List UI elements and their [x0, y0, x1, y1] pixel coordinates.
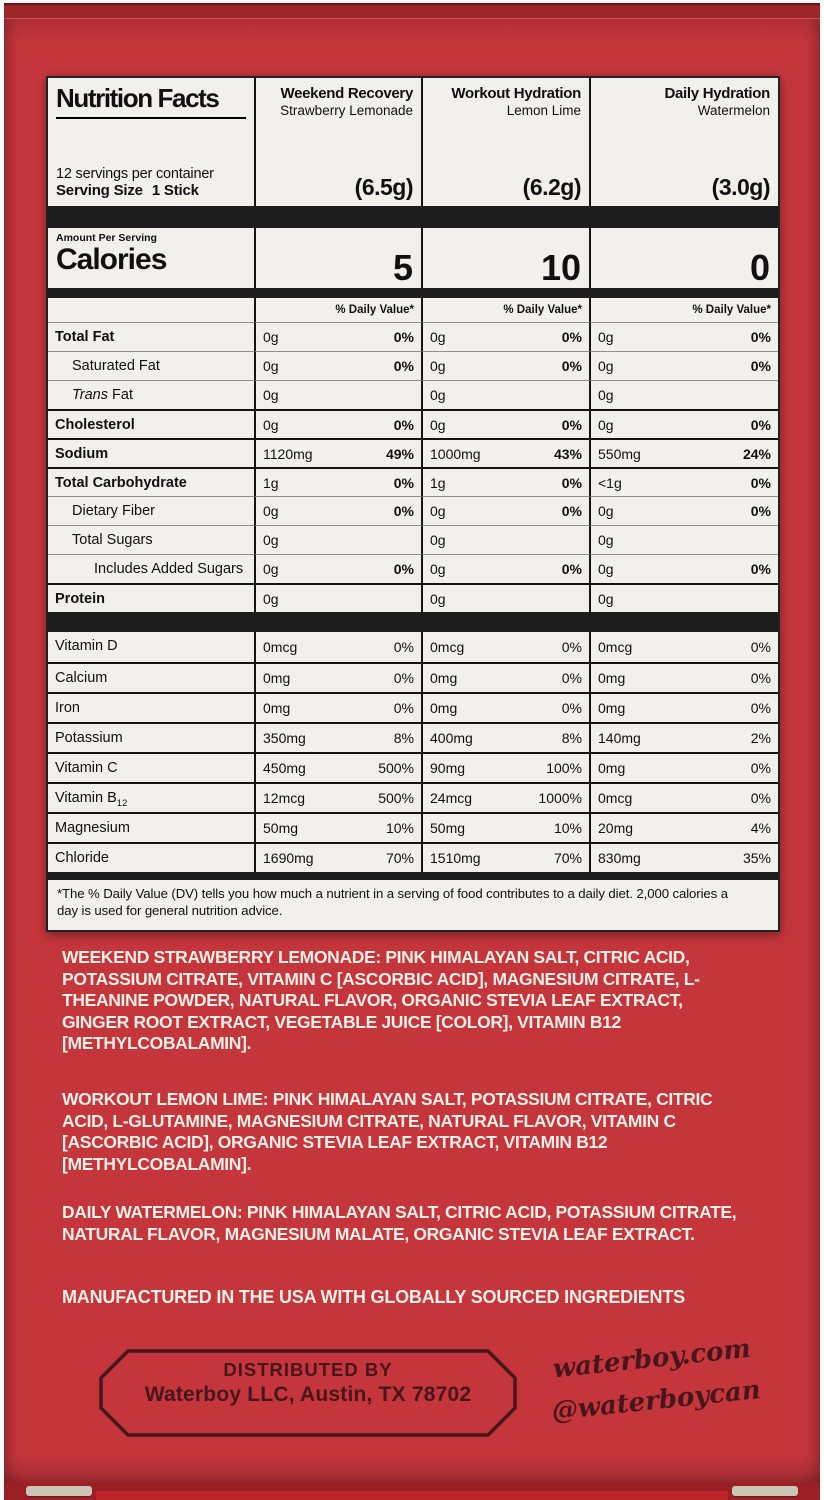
nutrient-value-cell-daily [589, 351, 778, 380]
nutrient-value-cell-daily [589, 722, 778, 752]
amount-value: 550mg [598, 445, 641, 462]
amount-value: 20mg [598, 819, 634, 836]
daily-value-percent: 0% [750, 561, 771, 577]
amount-value: 0mg [598, 759, 626, 776]
amount-value: 0mcg [430, 638, 465, 655]
nutrient-value-cell-weekend [254, 782, 421, 812]
daily-value-percent: 49% [385, 445, 414, 462]
nutrient-label: Iron [55, 700, 80, 716]
daily-value-percent: 0% [750, 669, 771, 686]
nutrient-value-cell-workout [421, 812, 589, 842]
nutrient-value-cell-weekend [254, 496, 421, 525]
daily-value-percent: 0% [393, 699, 414, 716]
calories-label: Calories [56, 243, 167, 276]
daily-value-percent: 10% [385, 819, 414, 836]
nutrient-label-cell [48, 692, 254, 722]
daily-value-percent: 10% [553, 819, 582, 836]
nutrient-value-cell-weekend [254, 322, 421, 351]
nutrient-value-cell-daily [589, 380, 778, 409]
ingredients-text: PINK HIMALAYAN SALT, POTASSIUM CITRATE, CITRIC ACID, L-GLUTAMINE, MAGNESIUM CITRATE, NATURAL FLAVOR, VITAMIN C [ASCORBIC ACID], ORGANIC STEVIA LEAF EXTRACT, VITAMIN B12 [METHYLCOBALAMIN]. [62, 1089, 713, 1174]
amount-value: 0g [263, 358, 279, 374]
nutrient-label-subscript: 12 [116, 797, 128, 809]
daily-value-percent: 8% [561, 729, 582, 746]
amount-value: 0g [598, 561, 614, 577]
daily-value-percent: 0% [750, 789, 771, 806]
amount-value: 0g [430, 358, 446, 374]
flavor-name: Workout Hydration [451, 85, 581, 102]
nutrient-label: Vitamin D [55, 638, 118, 654]
daily-value-percent: 0% [750, 329, 771, 345]
nutrient-value-cell-workout [421, 722, 589, 752]
nutrient-label-italic: Trans [72, 387, 108, 403]
flavor-weight: (3.0g) [711, 174, 770, 200]
website-text: waterboy.com [551, 1333, 753, 1385]
nutrient-value-cell-workout [421, 525, 589, 554]
divider-bar [48, 612, 778, 632]
nutrient-value-cell-daily [589, 632, 778, 662]
nutrient-value-cell-daily [589, 842, 778, 872]
nutrient-label-cell [48, 351, 254, 380]
amount-value: 0g [598, 503, 614, 519]
box-flap-notch-left [26, 1486, 92, 1496]
daily-value-header: % Daily Value* [589, 298, 778, 322]
amount-value: 0g [263, 590, 279, 607]
distributor-address: Waterboy LLC, Austin, TX 78702 [144, 1383, 472, 1406]
daily-value-percent: 0% [561, 638, 582, 655]
nutrient-value-cell-weekend [254, 692, 421, 722]
distributor-stamp [96, 1346, 520, 1440]
amount-value: 0mg [430, 669, 458, 686]
nutrient-value-cell-daily [589, 496, 778, 525]
nutrient-label: Dietary Fiber [72, 503, 155, 519]
nutrient-label-cell [48, 583, 254, 612]
amount-value: 0g [598, 329, 614, 345]
flavor-subname: Watermelon [697, 103, 770, 118]
ingredients-heading: DAILY WATERMELON: [62, 1202, 243, 1222]
nutrient-value-cell-weekend [254, 752, 421, 782]
calories-value-daily: 0 [589, 228, 778, 288]
amount-value: 0mg [263, 699, 291, 716]
nutrient-label-cell [48, 782, 254, 812]
divider-bar [48, 288, 778, 298]
nutrient-label-cell [48, 438, 254, 467]
nutrient-label-cell [48, 554, 254, 583]
ingredients-weekend [62, 947, 746, 1055]
nutrient-value-cell-workout [421, 438, 589, 467]
amount-value: 1120mg [263, 445, 313, 462]
nutrient-value-cell-workout [421, 380, 589, 409]
nutrient-label-cell [48, 632, 254, 662]
nutrient-value-cell-weekend [254, 632, 421, 662]
amount-value: 0g [598, 590, 614, 607]
amount-value: 0mcg [598, 789, 633, 806]
nutrient-value-cell-workout [421, 322, 589, 351]
amount-value: 1510mg [430, 849, 481, 866]
serving-size-label: Serving Size [56, 182, 143, 199]
social-handle-text: @waterboycan [550, 1375, 763, 1427]
daily-value-percent: 0% [561, 416, 582, 433]
ingredients-daily [62, 1202, 746, 1245]
nutrient-label-cell [48, 525, 254, 554]
nutrient-value-cell-daily [589, 525, 778, 554]
daily-value-percent: 0% [393, 669, 414, 686]
amount-value: 0g [430, 387, 446, 403]
nutrient-value-cell-workout [421, 662, 589, 692]
nutrient-value-cell-daily [589, 409, 778, 438]
daily-value-percent: 0% [561, 503, 582, 519]
daily-value-percent: 0% [393, 329, 414, 345]
flavor-weight: (6.2g) [522, 174, 581, 200]
calories-value-workout: 10 [421, 228, 589, 288]
daily-value-percent: 0% [561, 474, 582, 491]
flavor-subname: Lemon Lime [506, 103, 581, 118]
nutrient-label: Magnesium [55, 820, 130, 836]
amount-value: 12mcg [263, 789, 306, 806]
daily-value-percent: 0% [393, 416, 414, 433]
nutrient-value-cell-weekend [254, 438, 421, 467]
nutrient-label-cell [48, 812, 254, 842]
serving-size-line [56, 182, 246, 199]
daily-value-percent: 0% [750, 699, 771, 716]
amount-value: 0g [263, 416, 279, 433]
flavor-name: Daily Hydration [664, 85, 770, 102]
nutrient-value-cell-weekend [254, 467, 421, 496]
nutrient-label-cell [48, 322, 254, 351]
daily-value-percent: 0% [561, 561, 582, 577]
daily-value-percent: 0% [750, 638, 771, 655]
amount-value: 0mg [263, 669, 291, 686]
nutrient-value-cell-weekend [254, 812, 421, 842]
daily-value-percent: 4% [750, 819, 771, 836]
nutrient-label: Includes Added Sugars [94, 561, 244, 577]
daily-value-percent: 0% [393, 474, 414, 491]
nutrient-label: Calcium [55, 670, 108, 686]
nutrient-label-cell [48, 409, 254, 438]
amount-value: 0g [430, 532, 446, 548]
nutrient-value-cell-workout [421, 467, 589, 496]
amount-value: 0g [263, 387, 279, 403]
ingredients-text: PINK HIMALAYAN SALT, CITRIC ACID, POTASSIUM CITRATE, NATURAL FLAVOR, MAGNESIUM MALATE, ORGANIC STEVIA LEAF EXTRACT. [62, 1202, 737, 1244]
daily-value-percent: 0% [750, 503, 771, 519]
daily-value-percent: 0% [750, 474, 771, 491]
nutrient-label: Fat [108, 387, 133, 403]
amount-value: 0g [430, 590, 446, 607]
nutrient-value-cell-daily [589, 662, 778, 692]
nutrient-value-cell-weekend [254, 554, 421, 583]
nutrient-value-cell-weekend [254, 409, 421, 438]
nutrient-value-cell-daily [589, 322, 778, 351]
amount-value: 90mg [430, 759, 466, 776]
nutrient-label: Total Fat [55, 329, 115, 345]
nutrient-value-cell-workout [421, 782, 589, 812]
daily-value-footnote: *The % Daily Value (DV) tells you how much a nutrient in a serving of food contributes to a daily diet. 2,000 calories a day is used for general nutrition advice. [57, 886, 728, 919]
nutrient-value-cell-daily [589, 467, 778, 496]
nutrient-label-cell [48, 842, 254, 872]
manufactured-line: MANUFACTURED IN THE USA WITH GLOBALLY SOURCED INGREDIENTS [62, 1287, 685, 1307]
daily-value-percent: 70% [553, 849, 582, 866]
daily-value-percent: 0% [561, 329, 582, 345]
amount-value: 0g [430, 416, 446, 433]
nutrient-label-cell [48, 722, 254, 752]
nutrient-value-cell-daily [589, 438, 778, 467]
daily-value-percent: 500% [378, 759, 414, 776]
nutrient-label: Vitamin B [55, 790, 117, 806]
amount-value: 0g [598, 416, 614, 433]
daily-value-percent: 100% [546, 759, 582, 776]
daily-value-percent: 0% [750, 416, 771, 433]
amount-value: 50mg [430, 819, 466, 836]
nutrient-value-cell-weekend [254, 722, 421, 752]
amount-value: 0g [263, 532, 279, 548]
amount-value: <1g [598, 474, 622, 491]
ingredients-text: PINK HIMALAYAN SALT, CITRIC ACID, POTASSIUM CITRATE, VITAMIN C [ASCORBIC ACID], MAGNESIUM CITRATE, L-THEANINE POWDER, NATURAL FLAVOR, ORGANIC STEVIA LEAF EXTRACT, GINGER ROOT EXTRACT, VEGETABLE JUICE [COLOR], VITAMIN B12 [METHYLCOBALAMIN]. [62, 947, 700, 1053]
nutrient-label-cell [48, 467, 254, 496]
amount-value: 1g [263, 474, 279, 491]
daily-value-percent: 0% [561, 669, 582, 686]
nutrient-value-cell-workout [421, 409, 589, 438]
amount-value: 0g [598, 387, 614, 403]
amount-value: 0g [263, 503, 279, 519]
nutrient-label: Chloride [55, 850, 109, 866]
amount-value: 0g [430, 503, 446, 519]
amount-value: 24mcg [430, 789, 473, 806]
daily-value-percent: 0% [561, 358, 582, 374]
amount-value: 0mcg [263, 638, 298, 655]
calories-label-cell [48, 228, 254, 288]
nutrient-value-cell-workout [421, 752, 589, 782]
nutrient-label: Protein [55, 591, 105, 607]
nutrient-value-cell-daily [589, 554, 778, 583]
amount-value: 0g [430, 329, 446, 345]
nutrition-facts-title: Nutrition Facts [56, 85, 246, 119]
daily-value-percent: 0% [750, 759, 771, 776]
flavor-header-workout [421, 78, 589, 206]
nutrient-value-cell-workout [421, 351, 589, 380]
daily-value-header: % Daily Value* [421, 298, 589, 322]
divider-bar [48, 206, 778, 228]
servings-per-container: 12 servings per container [56, 166, 214, 182]
nutrient-value-cell-weekend [254, 583, 421, 612]
daily-value-header: % Daily Value* [254, 298, 421, 322]
daily-value-percent: 35% [742, 849, 771, 866]
ingredients-heading: WORKOUT LEMON LIME: [62, 1089, 269, 1109]
nutrient-label-cell [48, 380, 254, 409]
nutrient-value-cell-weekend [254, 842, 421, 872]
nutrient-value-cell-daily [589, 583, 778, 612]
amount-value: 450mg [263, 759, 306, 776]
amount-value: 140mg [598, 729, 641, 746]
amount-value: 400mg [430, 729, 473, 746]
amount-value: 830mg [598, 849, 641, 866]
nutrient-value-cell-workout [421, 554, 589, 583]
box-top-edge [4, 3, 820, 19]
nutrient-value-cell-daily [589, 692, 778, 722]
amount-per-serving-label: Amount Per Serving [56, 232, 157, 244]
nutrient-label: Total Sugars [72, 532, 153, 548]
box-bottom-strip [96, 1491, 728, 1500]
nutrient-label: Potassium [55, 730, 123, 746]
daily-value-percent: 500% [378, 789, 414, 806]
nutrient-value-cell-daily [589, 752, 778, 782]
daily-value-percent: 0% [750, 358, 771, 374]
ingredients-heading: WEEKEND STRAWBERRY LEMONADE: [62, 947, 381, 967]
daily-value-percent: 0% [561, 699, 582, 716]
amount-value: 0g [430, 561, 446, 577]
nutrient-label: Sodium [55, 446, 109, 462]
daily-value-header-empty [48, 298, 254, 322]
ingredients-workout [62, 1089, 746, 1175]
nutrition-panel [46, 76, 780, 932]
flavor-name: Weekend Recovery [280, 85, 413, 102]
nutrient-label: Cholesterol [55, 417, 135, 433]
flavor-header-weekend [254, 78, 421, 206]
nutrient-value-cell-weekend [254, 525, 421, 554]
nutrient-value-cell-weekend [254, 380, 421, 409]
daily-value-percent: 24% [742, 445, 771, 462]
flavor-header-daily [589, 78, 778, 206]
amount-value: 0mg [598, 699, 626, 716]
nutrient-value-cell-workout [421, 692, 589, 722]
amount-value: 1000mg [430, 445, 481, 462]
nutrient-value-cell-weekend [254, 351, 421, 380]
amount-value: 350mg [263, 729, 306, 746]
nutrient-value-cell-weekend [254, 662, 421, 692]
nutrient-label: Saturated Fat [72, 358, 160, 374]
amount-value: 1690mg [263, 849, 314, 866]
amount-value: 0g [598, 532, 614, 548]
nutrient-label: Vitamin C [55, 760, 118, 776]
amount-value: 0g [598, 358, 614, 374]
amount-value: 0mcg [598, 638, 633, 655]
nutrient-value-cell-workout [421, 632, 589, 662]
flavor-subname: Strawberry Lemonade [280, 103, 413, 118]
daily-value-percent: 1000% [538, 789, 582, 806]
amount-value: 0mg [430, 699, 458, 716]
daily-value-percent: 0% [393, 503, 414, 519]
amount-value: 0g [263, 329, 279, 345]
box-flap-notch-right [732, 1486, 798, 1496]
nutrient-label-cell [48, 662, 254, 692]
daily-value-percent: 43% [553, 445, 582, 462]
amount-value: 50mg [263, 819, 299, 836]
panel-header-cell [48, 78, 254, 206]
daily-value-percent: 8% [393, 729, 414, 746]
nutrient-value-cell-workout [421, 842, 589, 872]
nutrient-label-cell [48, 752, 254, 782]
serving-size-value: 1 Stick [151, 182, 199, 199]
nutrient-value-cell-workout [421, 496, 589, 525]
nutrient-value-cell-daily [589, 812, 778, 842]
amount-value: 1g [430, 474, 446, 491]
daily-value-percent: 0% [393, 638, 414, 655]
calories-value-weekend: 5 [254, 228, 421, 288]
nutrient-label-cell [48, 496, 254, 525]
daily-value-percent: 0% [393, 358, 414, 374]
flavor-weight: (6.5g) [354, 174, 413, 200]
nutrient-value-cell-workout [421, 583, 589, 612]
nutrient-label: Total Carbohydrate [55, 475, 187, 491]
amount-value: 0mg [598, 669, 626, 686]
daily-value-percent: 70% [385, 849, 414, 866]
daily-value-percent: 2% [750, 729, 771, 746]
daily-value-percent: 0% [393, 561, 414, 577]
distributed-by-label: DISTRIBUTED BY [223, 1359, 393, 1380]
divider-bar [48, 872, 778, 880]
nutrient-value-cell-daily [589, 782, 778, 812]
amount-value: 0g [263, 561, 279, 577]
